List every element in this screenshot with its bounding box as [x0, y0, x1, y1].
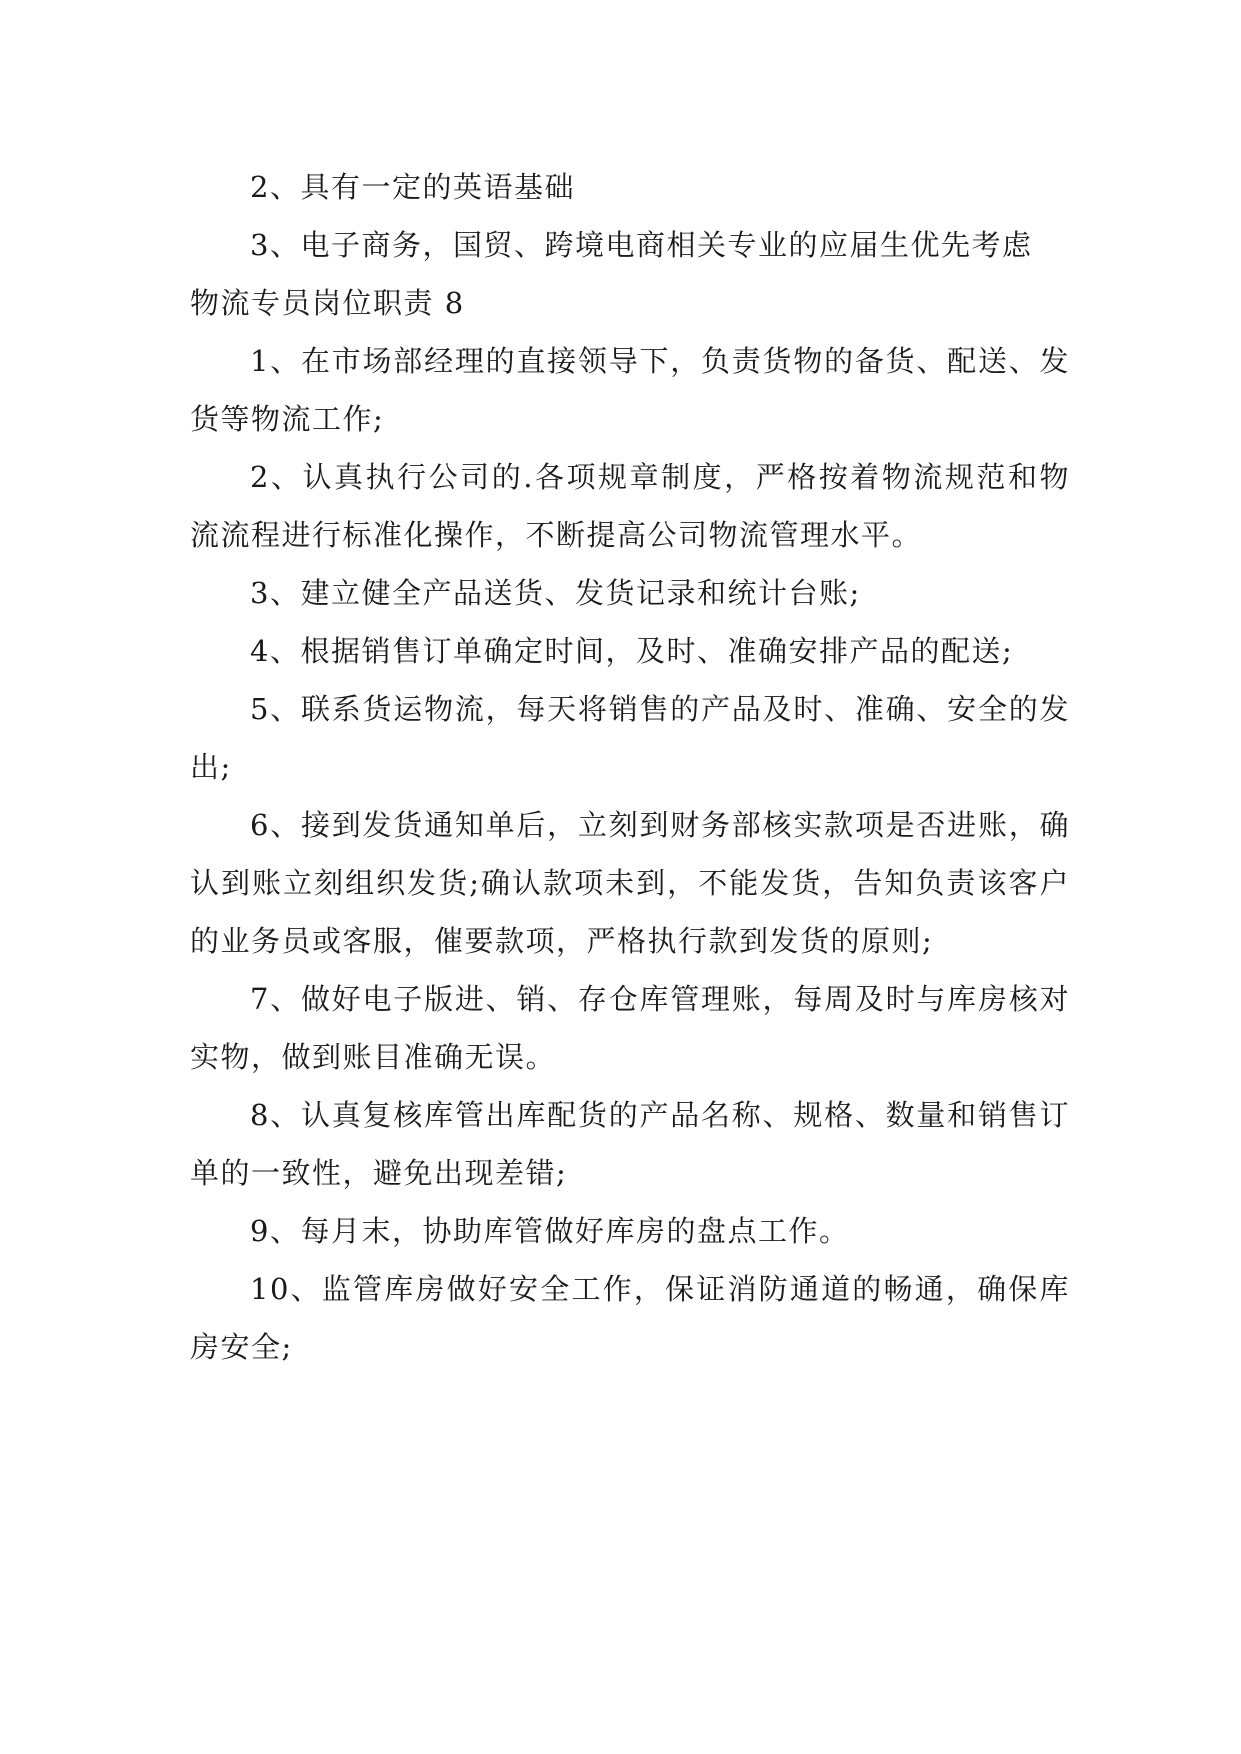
paragraph-requirement-3: 3、电子商务，国贸、跨境电商相关专业的应届生优先考虑 — [250, 228, 1033, 262]
paragraph-duty-4: 4、根据销售订单确定时间，及时、准确安排产品的配送; — [250, 634, 1014, 668]
paragraph-duty-3: 3、建立健全产品送货、发货记录和统计台账; — [250, 576, 861, 610]
paragraph-duty-7: 7、做好电子版进、销、存仓库管理账，每周及时与库房核对实物，做到账目准确无误。 — [190, 982, 1070, 1074]
document-body — [190, 158, 1070, 1376]
section-heading: 物流专员岗位职责 8 — [190, 286, 465, 320]
paragraph-requirement-2: 2、具有一定的英语基础 — [250, 170, 575, 204]
paragraph-duty-6: 6、接到发货通知单后，立刻到财务部核实款项是否进账，确认到账立刻组织发货;确认款项未到，不能发货，告知负责该客户的业务员或客服，催要款项，严格执行款到发货的原则; — [190, 808, 1070, 958]
paragraph-duty-5: 5、联系货运物流，每天将销售的产品及时、准确、安全的发出; — [190, 692, 1070, 784]
paragraph-duty-9: 9、每月末，协助库管做好库房的盘点工作。 — [250, 1214, 850, 1248]
paragraph-duty-10: 10、监管库房做好安全工作，保证消防通道的畅通，确保库房安全; — [190, 1272, 1070, 1364]
paragraph-duty-2: 2、认真执行公司的.各项规章制度，严格按着物流规范和物流流程进行标准化操作，不断提高公司物流管理水平。 — [190, 460, 1070, 552]
paragraph-duty-1: 1、在市场部经理的直接领导下，负责货物的备货、配送、发货等物流工作; — [190, 344, 1070, 436]
paragraph-duty-8: 8、认真复核库管出库配货的产品名称、规格、数量和销售订单的一致性，避免出现差错; — [190, 1098, 1070, 1190]
